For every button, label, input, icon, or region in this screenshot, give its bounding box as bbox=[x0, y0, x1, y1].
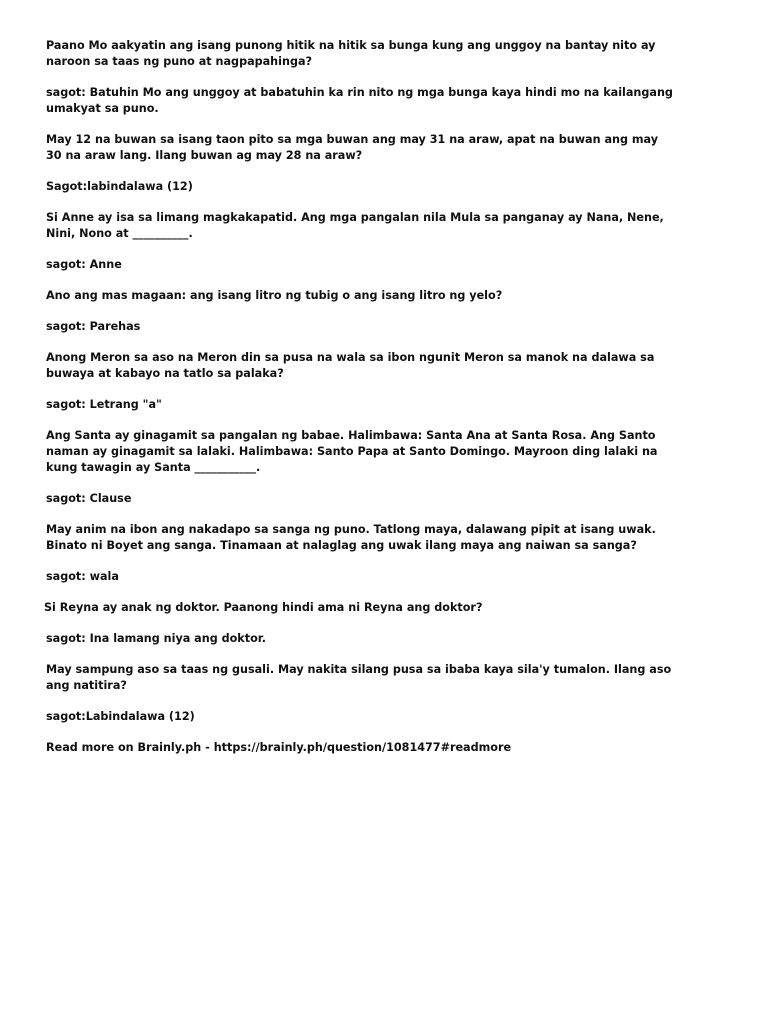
answer-paragraph: Sagot:labindalawa (12) bbox=[46, 180, 193, 193]
question-paragraph: Ang Santa ay ginagamit sa pangalan ng babae. Halimbawa: Santa Ana at Santa Rosa. Ang Santo naman ay ginagamit sa lalaki. Halimbawa: Santo Papa at Santo Domingo. Mayroon ding lalaki na kung tawagin ay Santa ___________. bbox=[46, 429, 658, 474]
answer-paragraph: sagot: Ina lamang niya ang doktor. bbox=[46, 632, 266, 645]
question-paragraph: Si Anne ay isa sa limang magkakapatid. Ang mga pangalan nila Mula sa panganay ay Nana, Nene, Nini, Nono at __________. bbox=[46, 211, 664, 240]
answer-paragraph: sagot:Labindalawa (12) bbox=[46, 710, 195, 723]
question-paragraph: Ano ang mas magaan: ang isang litro ng tubig o ang isang litro ng yelo? bbox=[46, 289, 503, 302]
read-more-source-line: Read more on Brainly.ph - https://brainly.ph/question/1081477#readmore bbox=[46, 741, 512, 754]
question-paragraph: May anim na ibon ang nakadapo sa sanga ng puno. Tatlong maya, dalawang pipit at isang uwak. Binato ni Boyet ang sanga. Tinamaan at nalaglag ang uwak ilang maya ang naiwan sa sanga? bbox=[46, 523, 656, 552]
answer-paragraph: sagot: Anne bbox=[46, 258, 122, 271]
answer-paragraph: sagot: Clause bbox=[46, 492, 132, 505]
question-paragraph: Si Reyna ay anak ng doktor. Paanong hindi ama ni Reyna ang doktor? bbox=[44, 601, 483, 614]
answer-paragraph: sagot: Letrang "a" bbox=[46, 398, 162, 411]
question-paragraph: May 12 na buwan sa isang taon pito sa mga buwan ang may 31 na araw, apat na buwan ang may 30 na araw lang. Ilang buwan ag may 28 na araw? bbox=[46, 133, 659, 162]
question-paragraph: Paano Mo aakyatin ang isang punong hitik na hitik sa bunga kung ang unggoy na bantay nito ay naroon sa taas ng puno at nagpapahinga? bbox=[46, 39, 656, 68]
answer-paragraph: sagot: wala bbox=[46, 570, 119, 583]
document-body bbox=[46, 38, 676, 771]
answer-paragraph: sagot: Parehas bbox=[46, 320, 141, 333]
question-paragraph: May sampung aso sa taas ng gusali. May nakita silang pusa sa ibaba kaya sila'y tumalon. Ilang aso ang natitira? bbox=[46, 663, 672, 692]
answer-paragraph: sagot: Batuhin Mo ang unggoy at babatuhin ka rin nito ng mga bunga kaya hindi mo na kailangang umakyat sa puno. bbox=[46, 86, 673, 115]
question-paragraph: Anong Meron sa aso na Meron din sa pusa na wala sa ibon ngunit Meron sa manok na dalawa sa buwaya at kabayo na tatlo sa palaka? bbox=[46, 351, 655, 380]
